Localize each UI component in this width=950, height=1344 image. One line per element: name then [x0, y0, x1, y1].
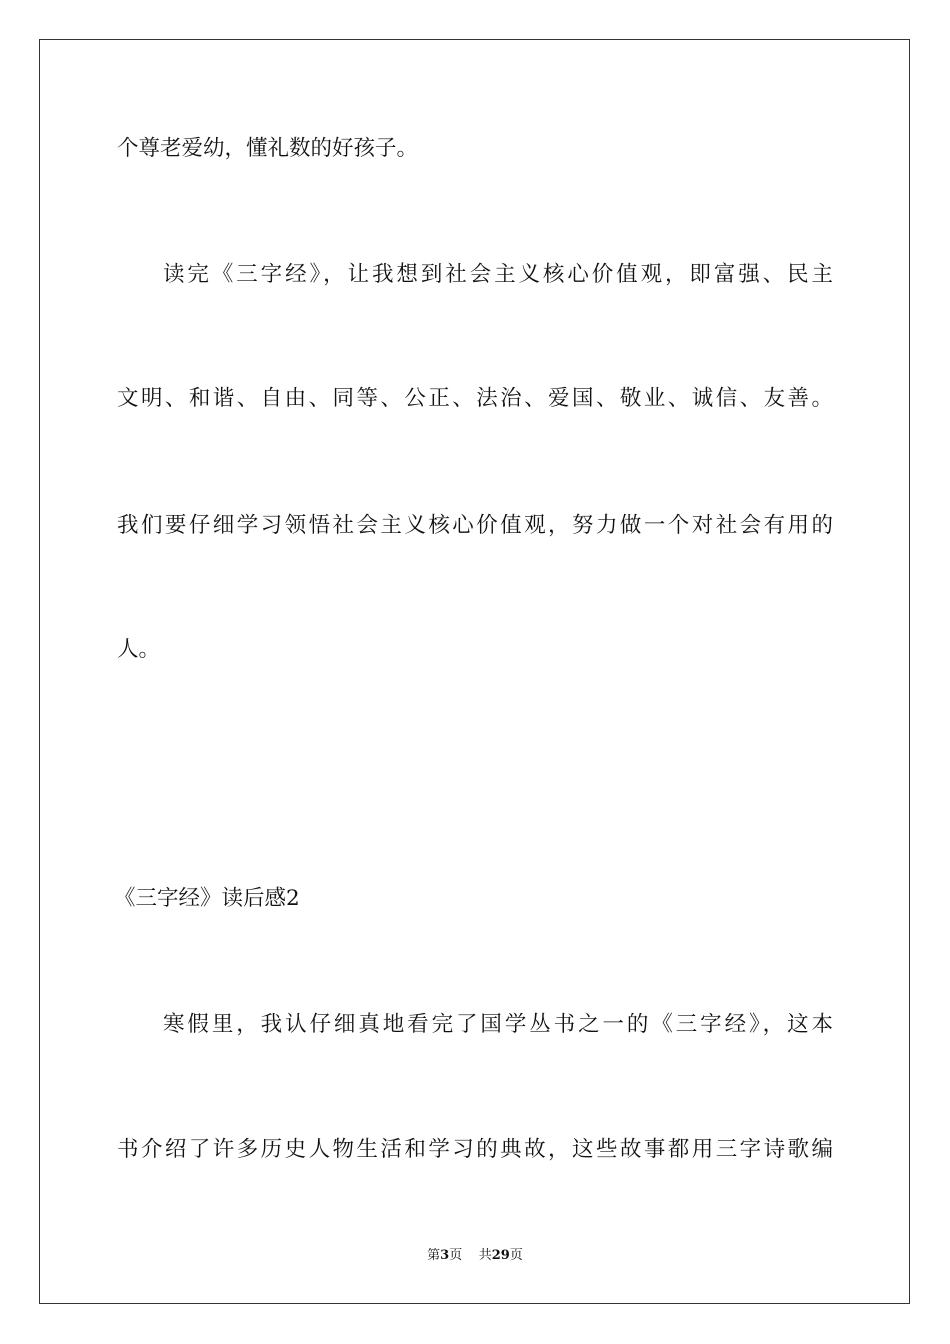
- footer-prefix: 第: [427, 1248, 441, 1263]
- page-footer: [0, 1247, 950, 1265]
- footer-page-suffix: 页: [449, 1248, 463, 1263]
- page-number: 3: [440, 1248, 450, 1263]
- footer-total-prefix: 共: [478, 1248, 492, 1263]
- text-line: 人。: [117, 637, 161, 662]
- section-heading: 《三字经》读后感2: [114, 886, 300, 911]
- text-line: 文明、和谐、自由、同等、公正、法治、爱国、敬业、诚信、友善。: [117, 386, 833, 411]
- paragraph-first-line: 读完《三字经》，让我想到社会主义核心价值观，即富强、民主: [163, 262, 833, 287]
- page-border: [39, 39, 910, 1304]
- text-line: 我们要仔细学习领悟社会主义核心价值观，努力做一个对社会有用的: [117, 513, 833, 538]
- paragraph-first-line: 寒假里，我认仔细真地看完了国学丛书之一的《三字经》，这本: [163, 1012, 833, 1037]
- text-line: 书介绍了许多历史人物生活和学习的典故，这些故事都用三字诗歌编: [117, 1137, 833, 1162]
- total-pages: 29: [491, 1248, 510, 1263]
- footer-total-suffix: 页: [509, 1248, 523, 1263]
- text-line: 个尊老爱幼，懂礼数的好孩子。: [117, 136, 419, 161]
